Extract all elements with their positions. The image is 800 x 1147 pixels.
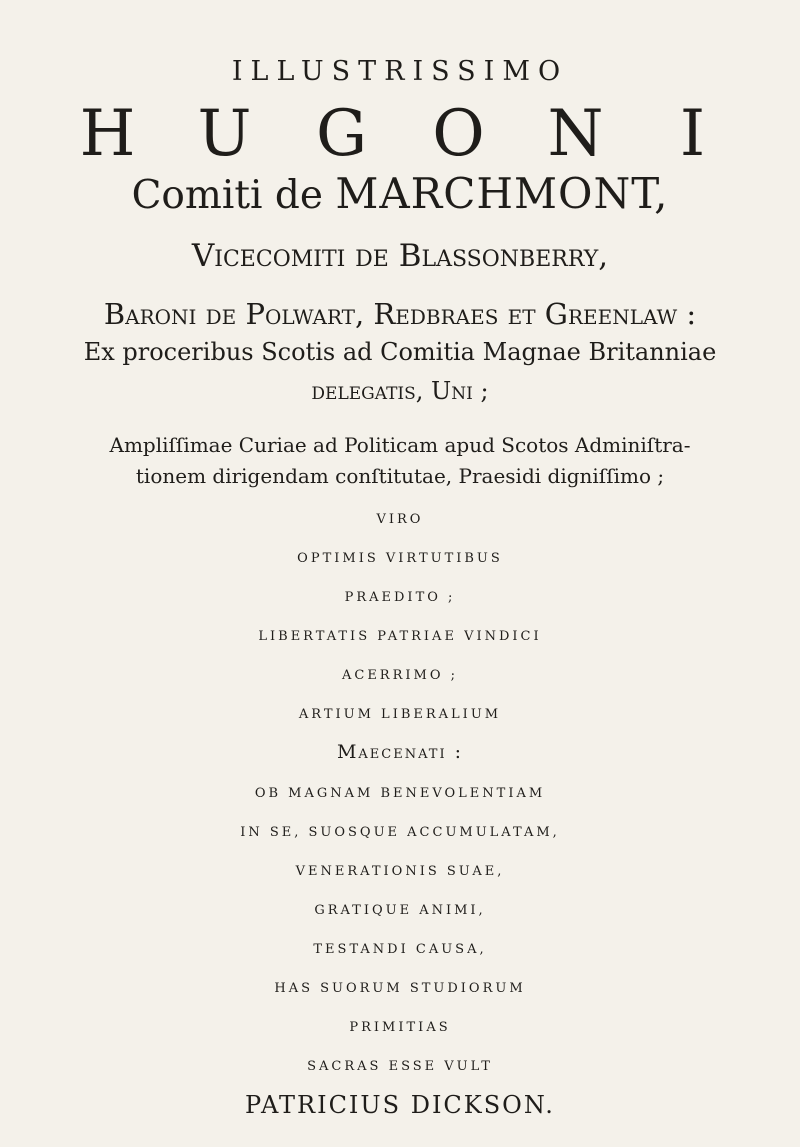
text-acerrimo: ACERRIMO ;	[341, 668, 459, 683]
text-viro: VIRO	[376, 512, 424, 527]
text-artium: ARTIUM LIBERALIUM	[298, 707, 502, 722]
text-libertatis: LIBERTATIS PATRIAE VINDICI	[258, 629, 542, 644]
title-baroni: Baroni de Polwart, Redbraes et Greenlaw :	[103, 297, 697, 331]
text-gratique: GRATIQUE ANIMI,	[314, 903, 486, 918]
author-signature: PATRICIUS DICKSON.	[245, 1091, 555, 1119]
heading-hugoni	[0, 97, 800, 171]
heading-illustrissimo: ILLUSTRISSIMO	[231, 56, 569, 87]
text-has: HAS SUORUM STUDIORUM	[274, 981, 526, 996]
text-amp-line-1: Ampliſſimae Curiae ad Politicam apud Scotos Adminiſtra-	[109, 433, 691, 457]
hugoni-letter: H	[79, 97, 136, 171]
text-maecenati: Maecenati :	[336, 741, 464, 763]
comiti-prefix: Comiti de	[131, 173, 336, 218]
hugoni-letter: I	[679, 97, 706, 171]
text-ex-line-1: Ex proceribus Scotis ad Comitia Magnae Britanniae	[83, 338, 717, 366]
title-comiti	[0, 169, 800, 218]
hugoni-letter: U	[197, 97, 252, 171]
text-venerationis: VENERATIONIS SUAE,	[295, 864, 505, 879]
text-ex-line-2: delegatis, Uni ;	[311, 377, 489, 405]
hugoni-letter: N	[547, 97, 604, 171]
hugoni-letter: G	[315, 97, 368, 171]
text-optimis: OPTIMIS VIRTUTIBUS	[297, 551, 503, 566]
text-praedito: PRAEDITO ;	[344, 590, 456, 605]
hugoni-letter: O	[432, 97, 485, 171]
text-in: IN SE, SUOSQUE ACCUMULATAM,	[240, 825, 560, 840]
text-ob: OB MAGNAM BENEVOLENTIAM	[254, 786, 546, 801]
text-primitias: PRIMITIAS	[349, 1020, 451, 1035]
comiti-name: MARCHMONT,	[335, 169, 669, 218]
text-testandi: TESTANDI CAUSA,	[313, 942, 487, 957]
text-sacras: SACRAS ESSE VULT	[307, 1059, 493, 1074]
title-vicecomiti: Vicecomiti de Blassonberry,	[191, 238, 609, 274]
text-amp-line-2: tionem dirigendam conſtitutae, Praesidi digniſſimo ;	[135, 464, 665, 488]
